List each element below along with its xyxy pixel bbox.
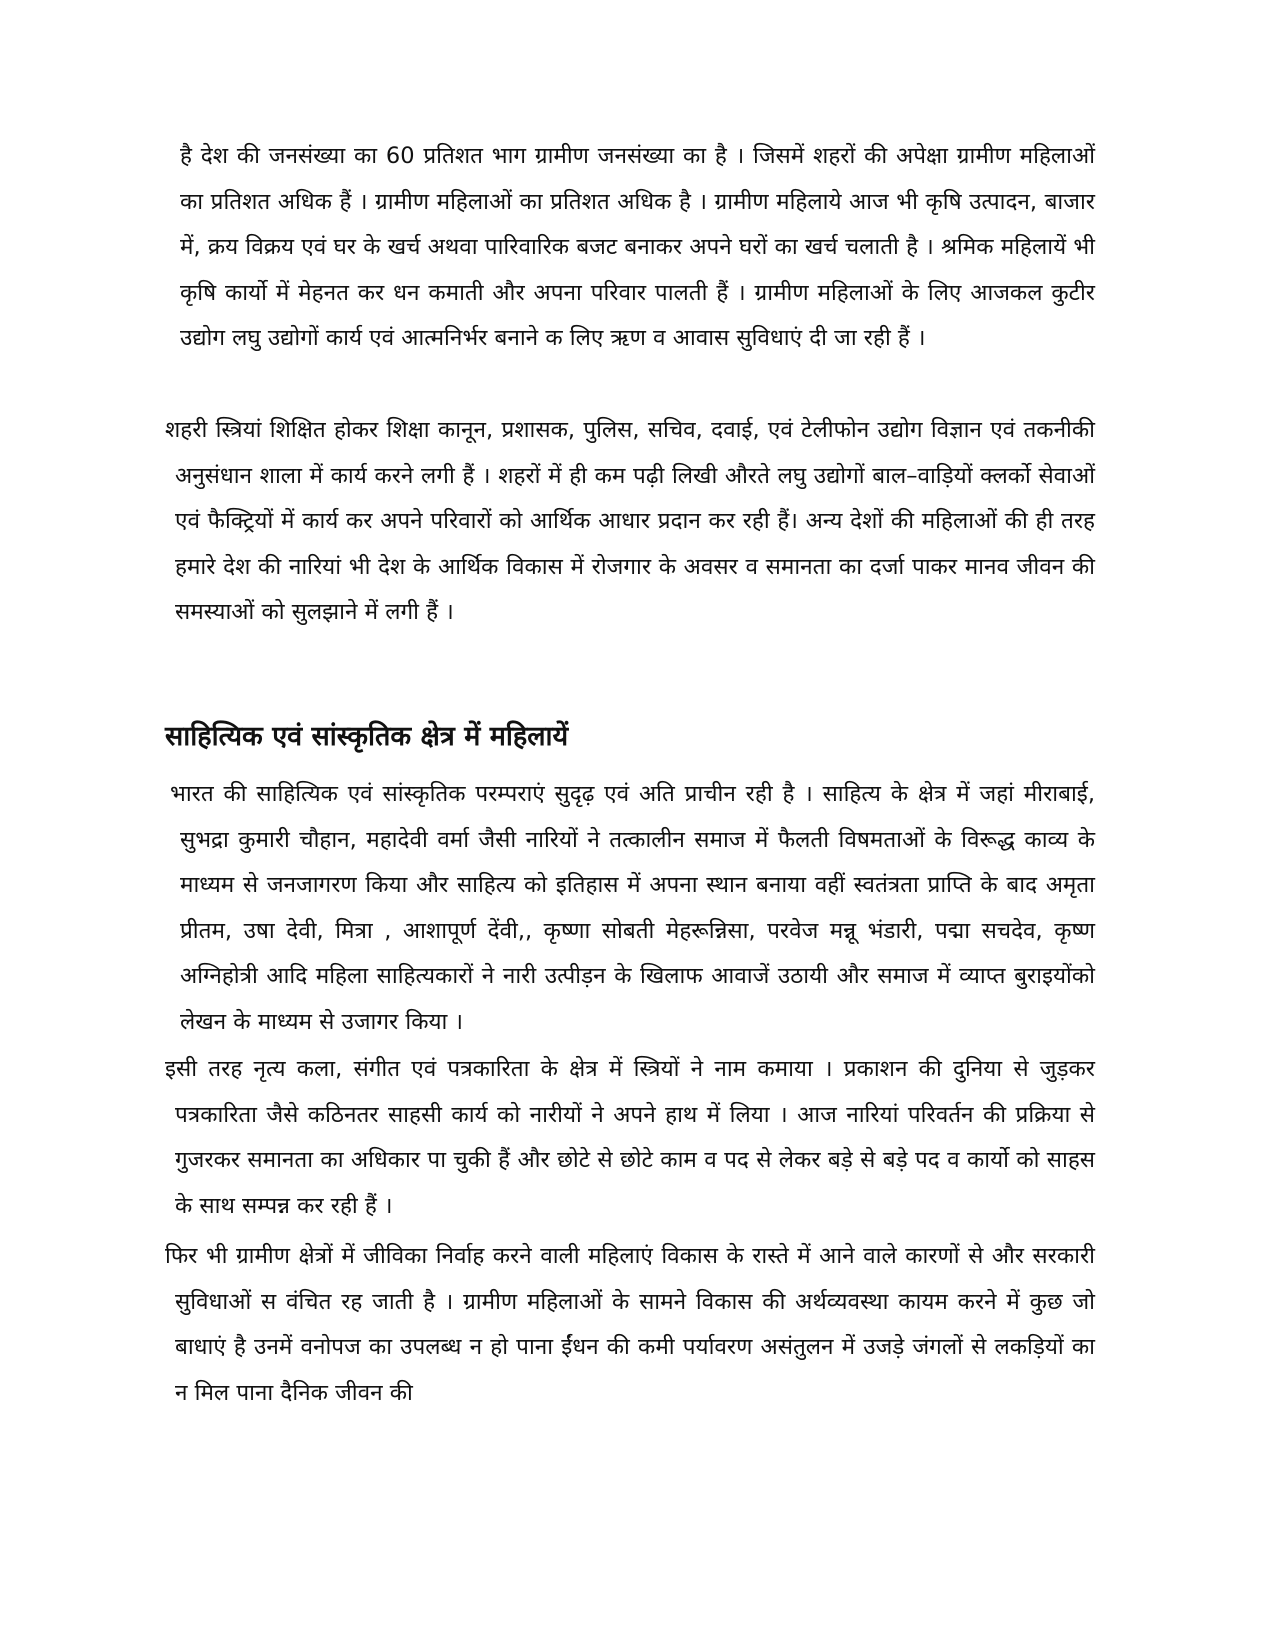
- paragraph-rural-obstacles: फिर भी ग्रामीण क्षेत्रों में जीविका निर्वाह करने वाली महिलाएं विकास के रास्ते में आने वाले कारणों से और सरकारी सुविधाओं स वंचित रह जाती है । ग्रामीण महिलाओं के सामने विकास की अर्थव्यवस्था कायम करने में कुछ जो बाधाएं है उनमें वनोपज का उपलब्ध न हो पाना ईंधन की कमी पर्यावरण असंतुलन में उजड़े जंगलों से लकड़ियों का न मिल पाना दैनिक जीवन की: [165, 1243, 1095, 1406]
- paragraph-urban-women: शहरी स्त्रियां शिक्षित होकर शिक्षा कानून, प्रशासक, पुलिस, सचिव, दवाई, एवं टेलीफोन उद्योग विज्ञान एवं तकनीकी अनुसंधान शाला में कार्य करने लगी हैं । शहरों में ही कम पढ़ी लिखी औरते लघु उद्योगों बाल–वाड़ियों क्लर्को सेवाओं एवं फैक्ट्रियों में कार्य कर अपने परिवारों को आर्थिक आधार प्रदान कर रही हैं। अन्य देशों की महिलाओं की ही तरह हमारे देश की नारियां भी देश के आर्थिक विकास में रोजगार के अवसर व समानता का दर्जा पाकर मानव जीवन की समस्याओं को सुलझाने में लगी हैं ।: [165, 417, 1095, 625]
- paragraph-dance-journalism: इसी तरह नृत्य कला, संगीत एवं पत्रकारिता के क्षेत्र में स्त्रियों ने नाम कमाया । प्रकाशन की दुनिया से जुड़कर पत्रकारिता जैसे कठिनतर साहसी कार्य को नारीयों ने अपने हाथ में लिया । आज नारियां परिवर्तन की प्रक्रिया से गुजरकर समानता का अधिकार पा चुकी हैं और छोटे से छोटे काम व पद से लेकर बड़े से बड़े पद व कार्यो को साहस के साथ सम्पन्न कर रही हैं ।: [165, 1056, 1095, 1219]
- paragraph-rural-women: है देश की जनसंख्या का 60 प्रतिशत भाग ग्रामीण जनसंख्या का है । जिसमें शहरों की अपेक्षा ग्रामीण महिलाओं का प्रतिशत अधिक हैं । ग्रामीण महिलाओं का प्रतिशत अधिक है । ग्रामीण महिलाये आज भी कृषि उत्पादन, बाजार में, क्रय विक्रय एवं घर के खर्च अथवा पारिवारिक बजट बनाकर अपने घरों का खर्च चलाती है । श्रमिक महिलायें भी कृषि कार्यो में मेहनत कर धन कमाती और अपना परिवार पालती हैं । ग्रामीण महिलाओं के लिए आजकल कुटीर उद्योग लघु उद्योगों कार्य एवं आत्मनिर्भर बनाने क लिए ऋण व आवास सुविधाएं दी जा रही हैं ।: [180, 143, 1095, 351]
- section-heading: साहित्यिक एवं सांस्कृतिक क्षेत्र में महिलायें: [165, 721, 569, 752]
- paragraph-literary-tradition: भारत की साहित्यिक एवं सांस्कृतिक परम्पराएं सुदृढ़ एवं अति प्राचीन रही है । साहित्य के क्षेत्र में जहां मीराबाई, सुभद्रा कुमारी चौहान, महादेवी वर्मा जैसी नारियों ने तत्कालीन समाज में फैलती विषमताओं के विरूद्ध काव्य के माध्यम से जनजागरण किया और साहित्य को इतिहास में अपना स्थान बनाया वहीं स्वतंत्रता प्राप्ति के बाद अमृता प्रीतम, उषा देवी, मित्रा , आशापूर्ण देंवी,, कृष्णा सोबती मेहरून्निसा, परवेज मन्नू भंडारी, पद्मा सचदेव, कृष्ण अग्निहोत्री आदि महिला साहित्यकारों ने नारी उत्पीड़न के खिलाफ आवाजें उठायी और समाज में व्याप्त बुराइयोंको लेखन के माध्यम से उजागर किया ।: [170, 781, 1095, 1035]
